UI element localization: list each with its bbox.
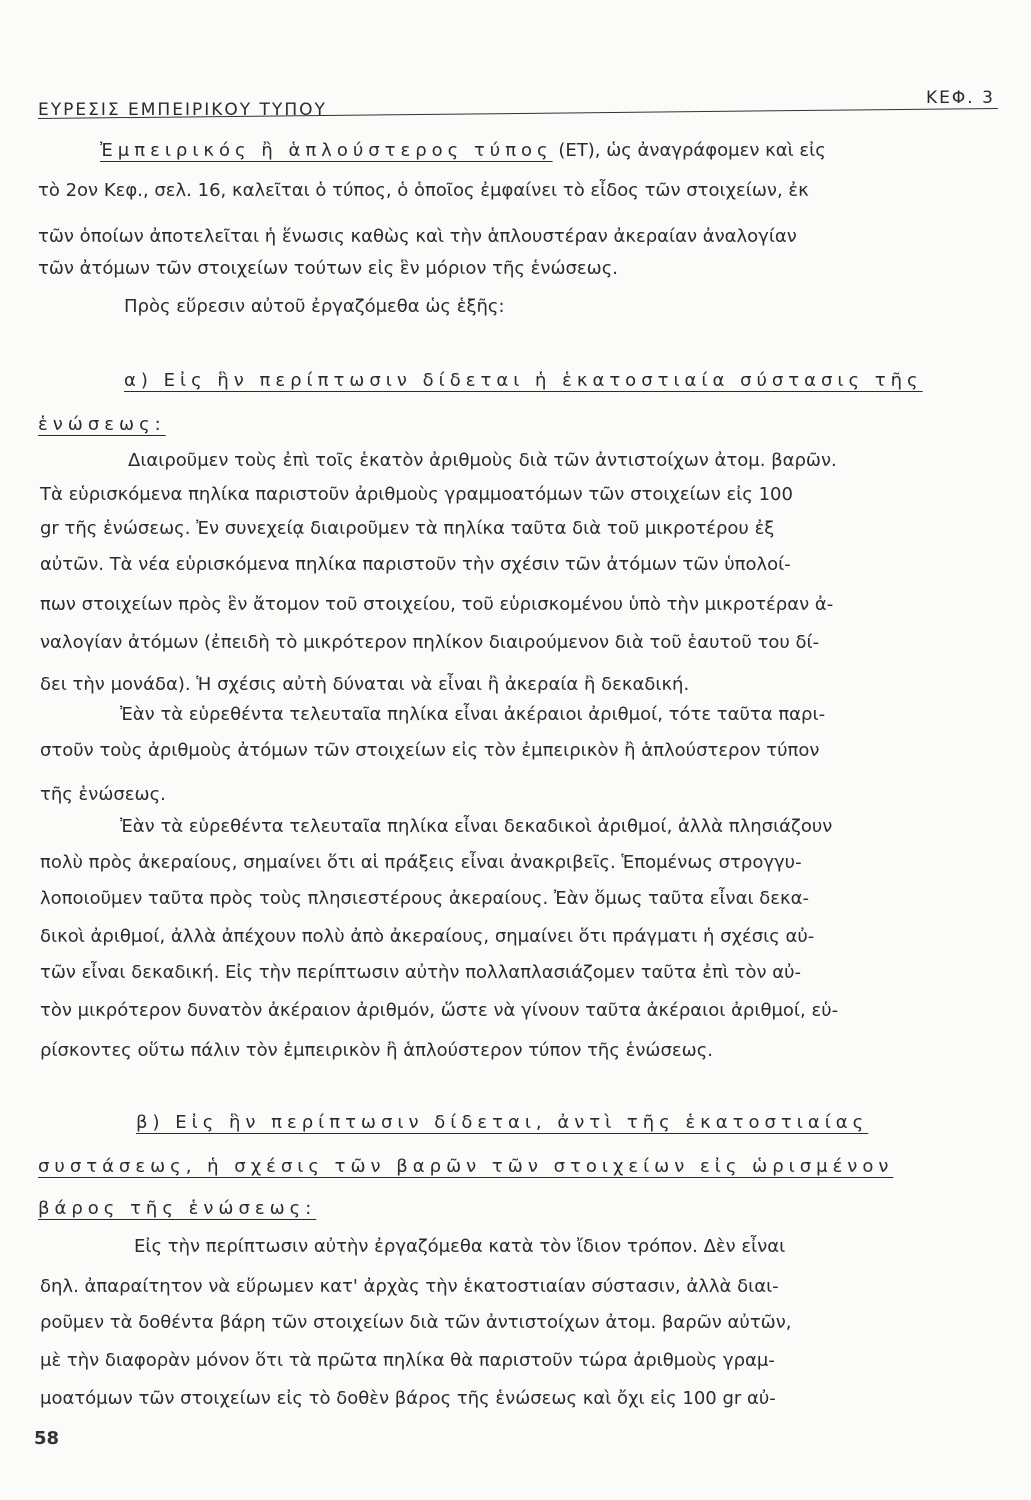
- text-line: δηλ. ἀπαραίτητον νὰ εὕρωμεν κατ' ἀρχὰς τὴν ἑκατοστιαίαν σύστασιν, ἀλλὰ διαι-: [40, 1276, 779, 1297]
- chapter-label: ΚΕΦ. 3: [926, 88, 995, 108]
- text-line: δει τὴν μονάδα). Ἡ σχέσις αὐτὴ δύναται νὰ εἶναι ἢ ἀκεραία ἢ δεκαδική.: [40, 674, 690, 695]
- text-line: Εἰς τὴν περίπτωσιν αὐτὴν ἐργαζόμεθα κατὰ τὸν ἴδιον τρόπον. Δὲν εἶναι: [134, 1236, 786, 1257]
- text-line: [100, 140, 826, 162]
- text-line: Τὰ εὑρισκόμενα πηλίκα παριστοῦν ἀριθμοὺς γραμμοατόμων τῶν στοιχείων εἰς 100: [40, 484, 793, 505]
- text-line: πων στοιχείων πρὸς ἓν ἄτομον τοῦ στοιχείου, τοῦ εὑρισκομένου ὑπὸ τὴν μικροτέραν ἀ-: [40, 594, 834, 615]
- text-line: τὸ 2ον Κεφ., σελ. 16, καλεῖται ὁ τύπος, ὁ ὁποῖος ἐμφαίνει τὸ εἶδος τῶν στοιχείων, ἐκ: [38, 180, 809, 201]
- section-heading-b: β) Εἰς ἣν περίπτωσιν δίδεται, ἀντὶ τῆς ἑκατοστιαίας: [136, 1112, 869, 1133]
- text-line: ροῦμεν τὰ δοθέντα βάρη τῶν στοιχείων διὰ τῶν ἀντιστοίχων ἀτομ. βαρῶν αὐτῶν,: [40, 1312, 792, 1333]
- text-line: λοποιοῦμεν ταῦτα πρὸς τοὺς πλησιεστέρους ἀκεραίους. Ἐὰν ὅμως ταῦτα εἶναι δεκα-: [40, 888, 809, 909]
- term-definition: Ἐμπειρικός ἢ ἁπλούστερος τύπος: [100, 140, 553, 161]
- text-line-continuation: (ΕΤ), ὡς ἀναγράφομεν καὶ εἰς: [552, 140, 826, 161]
- text-line: αὐτῶν. Τὰ νέα εὑρισκόμενα πηλίκα παριστοῦν τὴν σχέσιν τῶν ἀτόμων τῶν ὑπολοί-: [40, 554, 791, 575]
- text-line: Πρὸς εὕρεσιν αὐτοῦ ἐργαζόμεθα ὡς ἑξῆς:: [124, 296, 505, 317]
- page-number: 58: [34, 1428, 60, 1449]
- text-line: Ἐὰν τὰ εὑρεθέντα τελευταῖα πηλίκα εἶναι ἀκέραιοι ἀριθμοί, τότε ταῦτα παρι-: [120, 704, 826, 725]
- text-line: τῶν εἶναι δεκαδική. Εἰς τὴν περίπτωσιν αὐτὴν πολλαπλασιάζομεν ταῦτα ἐπὶ τὸν αὐ-: [40, 962, 802, 983]
- section-heading-a: α) Εἰς ἣν περίπτωσιν δίδεται ἡ ἑκατοστιαία σύστασις τῆς: [124, 370, 923, 391]
- text-line: τῶν ὁποίων ἀποτελεῖται ἡ ἕνωσις καθὼς καὶ τὴν ἁπλουστέραν ἀκεραίαν ἀναλογίαν: [38, 226, 797, 247]
- text-line: τῆς ἑνώσεως.: [40, 784, 166, 805]
- running-header-title: ΕΥΡΕΣΙΣ ΕΜΠΕΙΡΙΚΟΥ ΤΥΠΟΥ: [38, 100, 327, 120]
- text-line: μὲ τὴν διαφορὰν μόνον ὅτι τὰ πρῶτα πηλίκα θὰ παριστοῦν τώρα ἀριθμοὺς γραμ-: [40, 1350, 775, 1371]
- text-line: δικοὶ ἀριθμοί, ἀλλὰ ἀπέχουν πολὺ ἀπὸ ἀκεραίους, σημαίνει ὅτι πράγματι ἡ σχέσις αὐ-: [40, 926, 815, 947]
- text-line: τὸν μικρότερον δυνατὸν ἀκέραιον ἀριθμόν, ὥστε νὰ γίνουν ταῦτα ἀκέραιοι ἀριθμοί, εὑ-: [40, 1000, 839, 1021]
- text-line: ναλογίαν ἀτόμων (ἐπειδὴ τὸ μικρότερον πηλίκον διαιρούμενον διὰ τοῦ ἑαυτοῦ του δί-: [40, 632, 820, 653]
- section-heading-b-cont: βάρος τῆς ἑνώσεως:: [38, 1198, 317, 1219]
- text-line: Διαιροῦμεν τοὺς ἐπὶ τοῖς ἑκατὸν ἀριθμοὺς διὰ τῶν ἀντιστοίχων ἀτομ. βαρῶν.: [128, 450, 837, 471]
- text-line: μοατόμων τῶν στοιχείων εἰς τὸ δοθὲν βάρος τῆς ἑνώσεως καὶ ὄχι εἰς 100 gr αὐ-: [40, 1388, 776, 1409]
- section-heading-a-cont: ἑνώσεως:: [38, 414, 166, 435]
- text-line: πολὺ πρὸς ἀκεραίους, σημαίνει ὅτι αἱ πράξεις εἶναι ἀνακριβεῖς. Ἑπομένως στρογγυ-: [40, 852, 802, 873]
- text-line: gr τῆς ἑνώσεως. Ἐν συνεχείᾳ διαιροῦμεν τὰ πηλίκα ταῦτα διὰ τοῦ μικροτέρου ἐξ: [40, 518, 775, 539]
- text-line: τῶν ἀτόμων τῶν στοιχείων τούτων εἰς ἓν μόριον τῆς ἑνώσεως.: [38, 258, 619, 279]
- section-heading-b-cont: συστάσεως, ἡ σχέσις τῶν βαρῶν τῶν στοιχείων εἰς ὡρισμένον: [38, 1156, 894, 1177]
- text-line: Ἐὰν τὰ εὑρεθέντα τελευταῖα πηλίκα εἶναι δεκαδικοὶ ἀριθμοί, ἀλλὰ πλησιάζουν: [120, 816, 833, 837]
- text-line: στοῦν τοὺς ἀριθμοὺς ἀτόμων τῶν στοιχείων εἰς τὸν ἐμπειρικὸν ἢ ἁπλούστερον τύπον: [40, 740, 820, 761]
- text-line: ρίσκοντες οὕτω πάλιν τὸν ἐμπειρικὸν ἢ ἁπλούστερον τύπον τῆς ἑνώσεως.: [40, 1040, 713, 1061]
